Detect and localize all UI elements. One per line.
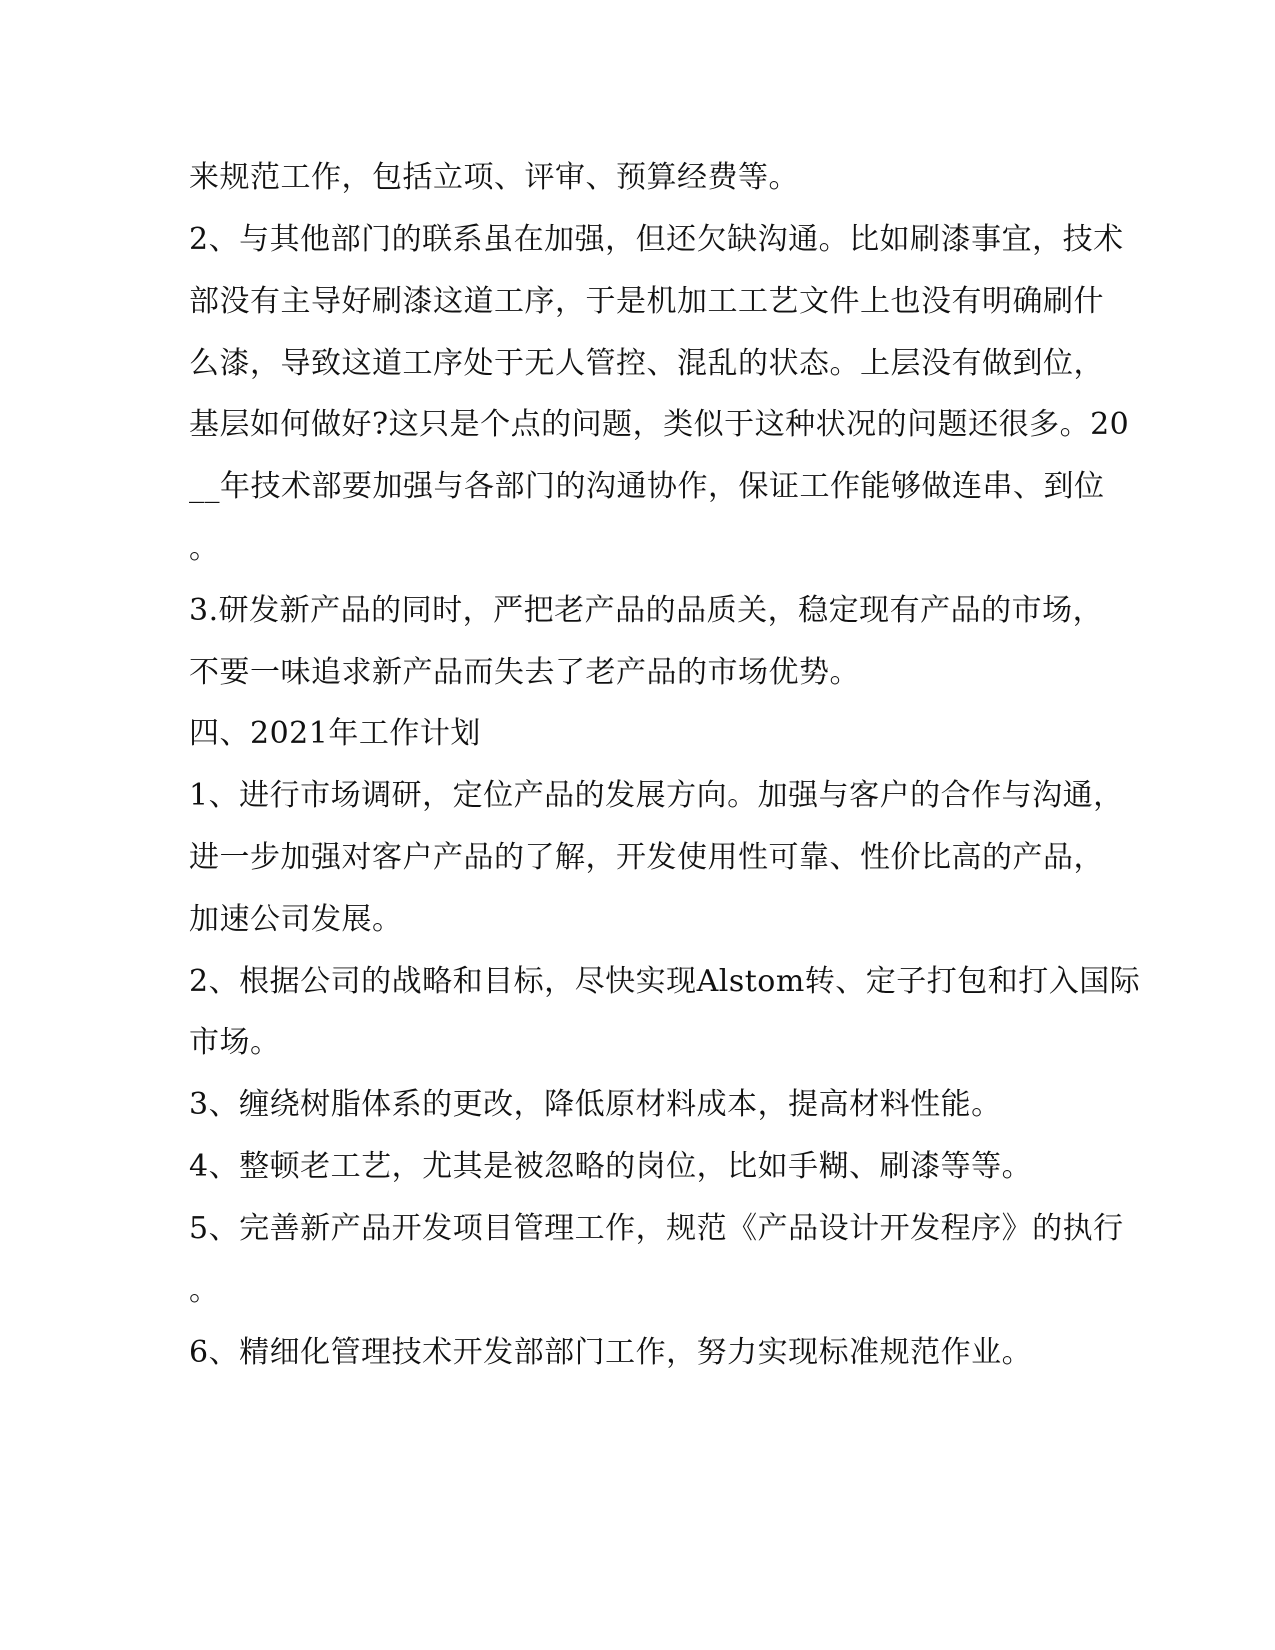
- text-line: 。: [189, 531, 220, 566]
- text-line: 。: [189, 1273, 220, 1308]
- text-line: 2、与其他部门的联系虽在加强，但还欠缺沟通。比如刷漆事宜，技术: [189, 222, 1124, 257]
- text-line: 来规范工作，包括立项、评审、预算经费等。: [189, 160, 799, 195]
- text-line: 4、整顿老工艺，尤其是被忽略的岗位，比如手糊、刷漆等等。: [189, 1149, 1033, 1184]
- text-line: 1、进行市场调研，定位产品的发展方向。加强与客户的合作与沟通，: [189, 778, 1124, 813]
- text-line: 部没有主导好刷漆这道工序，于是机加工工艺文件上也没有明确刷什: [189, 284, 1104, 319]
- text-line: 2、根据公司的战略和目标，尽快实现Alstom转、定子打包和打入国际: [189, 964, 1141, 999]
- section-heading: 四、2021年工作计划: [189, 716, 481, 751]
- text-line: 3、缠绕树脂体系的更改，降低原材料成本，提高材料性能。: [189, 1087, 1002, 1122]
- text-line: 6、精细化管理技术开发部部门工作，努力实现标准规范作业。: [189, 1335, 1033, 1370]
- text-line: 进一步加强对客户产品的了解，开发使用性可靠、性价比高的产品，: [189, 840, 1104, 875]
- text-line: 不要一味追求新产品而失去了老产品的市场优势。: [189, 655, 860, 690]
- text-line: 5、完善新产品开发项目管理工作，规范《产品设计开发程序》的执行: [189, 1211, 1124, 1246]
- text-line: __年技术部要加强与各部门的沟通协作，保证工作能够做连串、到位: [189, 469, 1105, 504]
- text-line: 加速公司发展。: [189, 902, 403, 937]
- text-line: 市场。: [189, 1025, 281, 1060]
- text-line: 3.研发新产品的同时，严把老产品的品质关，稳定现有产品的市场，: [189, 593, 1104, 628]
- text-line: 么漆，导致这道工序处于无人管控、混乱的状态。上层没有做到位，: [189, 346, 1104, 381]
- text-line: 基层如何做好?这只是个点的问题，类似于这种状况的问题还很多。20: [189, 407, 1130, 442]
